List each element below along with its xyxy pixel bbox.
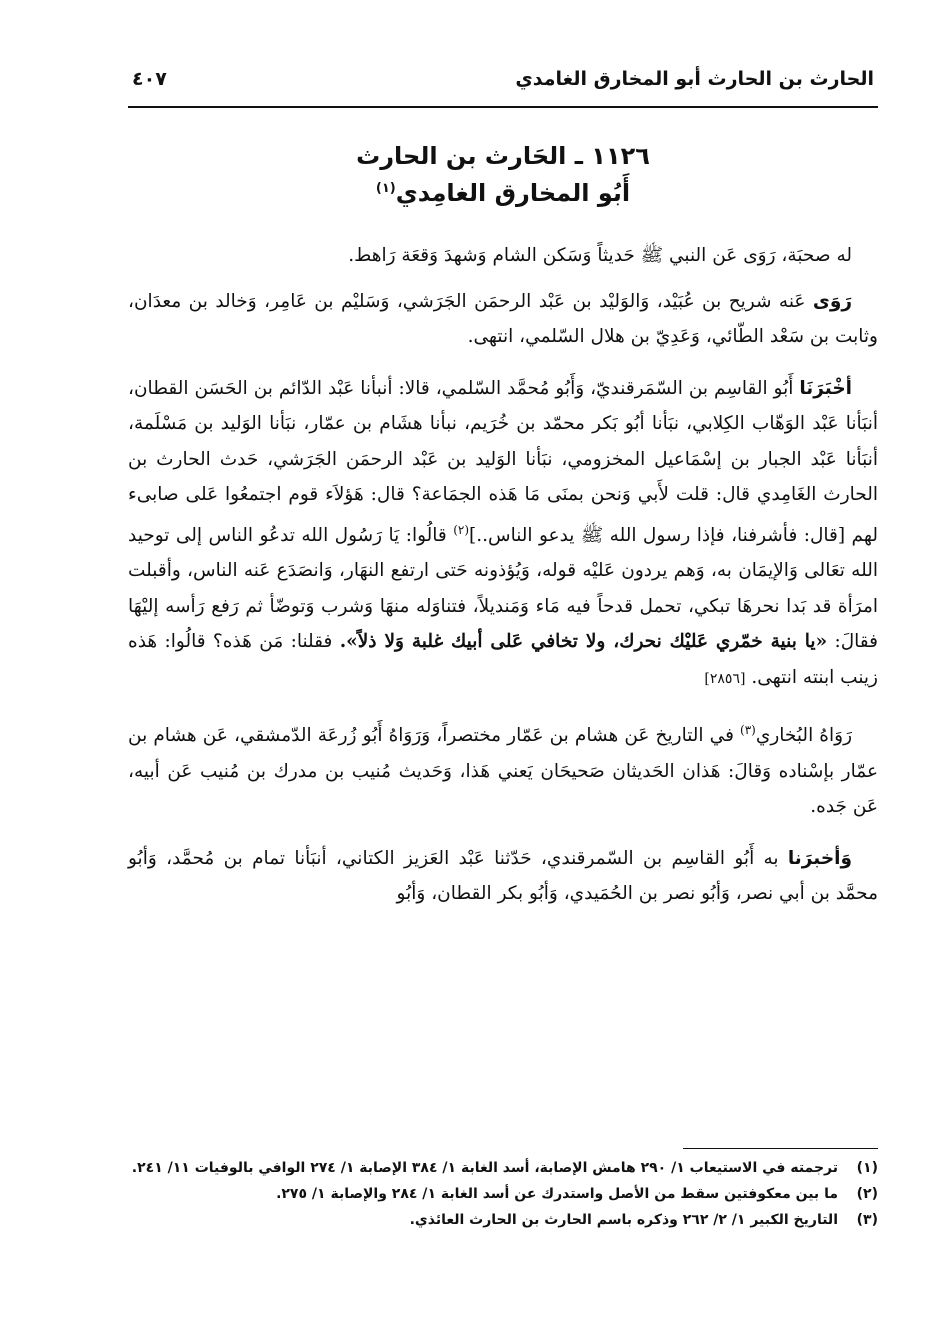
entry-heading xyxy=(128,138,878,212)
footnotes xyxy=(128,1156,878,1234)
footnote-divider xyxy=(683,1148,878,1149)
paragraph-hadith xyxy=(128,371,878,698)
paragraph-bukhari xyxy=(128,713,878,825)
footnote-number: (٣) xyxy=(856,1212,878,1228)
footnote-number: (١) xyxy=(856,1160,878,1176)
hadith-text-b: قالُوا: يَا رَسُول الله تدعُو الناس إلى توحيد الله تعَالى وَالإيمَان به، وَهم يردون عَليْه قوله، وَيُؤذونه حَتى ارتفع النهَار، وَانصَدَع عَنه الناس، وأقبلت امرَأة قد بَدا نحرهَا تبكي، تحمل قدحاً فيه مَاء وَمَنديلاً، فتناوَله منهَا وَشرب وَتوضّأ ثم رَفع رَأسه إليْهَا فقالَ: xyxy=(128,524,879,653)
bukhari-text-b: في التاريخ عَن هشام بن عَمّار مختصراً، وَرَوَاهُ أَبُو زُرعَة الدّمشقي، عَن هشام بن عمّار بإسْناده وَقالَ: هَذان الحَديثان صَحيحَان يَعني هَذا، وَحَديث مُنيب بن مدرك بن مُنيب عَن أبيه، عَن جَده. xyxy=(128,725,878,818)
hadith-text-c: فقلنا: مَن هَذه؟ قالُوا: هَذه زينب ابنته انتهى. xyxy=(128,631,878,688)
hadith-text-a: أَبُو القاسِم بن السّمَرقنديّ، وَأَبُو مُحمَّد السّلمي، قالا: أنبأنا عَبْد الدّائم بن الحَسَن القطان، أنبَأنا عَبْد الوَهّاب الكِلابي، نبَأنا أبُو بَكر محمّد بن خُرَيم، نبأنا هشَام بن عمّار، نبَأنا الوَليد بن مَسْلَمة، أنبَأنا عَبْد الجبار بن إسْمَاعيل المخزومي، نبَأنا الوَليد بن عَبْد الرحمَن الجَرَشي، حَدث الحارث بن الحارث الغَامِدي قال: قلت لأَبي وَنحن بمنَى مَا هَذه الجمَاعة؟ قال: هَؤلاَء قوم اجتمعُوا عَلى صابىء لهم [قال: فأشرفنا، فإذا رسول الله ﷺ يدعو الناس..] xyxy=(128,377,878,546)
hadith-quote: «يا بنية خمّري عَليْك نحرك، ولا تخافي عَلى أبيك غلبة وَلا ذلاً». xyxy=(339,631,828,653)
main-text xyxy=(128,238,878,922)
footnote-text: ما بين معكوفتين سقط من الأصل واستدرك عن أسد الغابة ١/ ٢٨٤ والإصابة ١/ ٢٧٥. xyxy=(276,1186,838,1202)
footnote-item xyxy=(128,1208,878,1232)
page-header xyxy=(128,62,878,108)
entry-number-title: ١١٢٦ ـ الحَارث بن الحارث xyxy=(356,142,650,170)
entry-subtitle-line xyxy=(128,175,878,212)
footnote-marker-2: (٢) xyxy=(453,522,470,537)
narrators-lead: رَوَى xyxy=(812,290,852,312)
second-chain-text: به أَبُو القاسِم بن السّمرقندي، حَدّثنا عَبْد العَزيز الكتاني، أنبَأنا تمام بن مُحمَّد، وَأبُو محمَّد بن أبي نصر، وَأبُو نصر بن الحُمَيدي، وَأبُو بكر القطان، وَأبُو xyxy=(128,847,878,905)
bukhari-text-a: رَوَاهُ البُخاري xyxy=(755,725,853,747)
second-chain-lead: وَأخبرَنا xyxy=(787,847,852,869)
entry-subtitle: أَبُو المخارق الغامِدي xyxy=(395,179,631,208)
footnote-marker-1: (١) xyxy=(375,181,396,197)
footnote-marker-3: (٣) xyxy=(740,723,756,738)
footnote-item xyxy=(128,1182,878,1206)
footnote-item xyxy=(128,1156,878,1180)
paragraph-companionship: له صحبَة، رَوَى عَن النبي ﷺ حَديثاً وَسَكن الشام وَشهدَ وَقعَة رَاهط. xyxy=(348,245,852,266)
narrators-text: عَنه شريح بن عُبَيْد، وَالوَليْد بن عَبْد الرحمَن الجَرَشي، وَسَليْم بن عَامِر، وَخالد بن معدَان، وثابت بن سَعْد الطّائي، وَعَدِيّ بن هلال السّلمي، انتهى. xyxy=(128,290,878,347)
footnote-number: (٢) xyxy=(856,1186,878,1202)
footnote-text: التاريخ الكبير ١/ ٢/ ٢٦٢ وذكره باسم الحارث بن الحارث العائذي. xyxy=(409,1212,838,1228)
page-number: ٤٠٧ xyxy=(132,68,167,90)
paragraph-second-chain xyxy=(128,841,878,912)
running-title: الحارث بن الحارث أبو المخارق الغامدي xyxy=(515,68,874,90)
paragraph-narrators xyxy=(128,284,878,355)
footnote-text: ترجمته في الاستيعاب ١/ ٢٩٠ هامش الإصابة، أسد الغابة ١/ ٣٨٤ الإصابة ١/ ٢٧٤ الوافي بالوفيات ١١/ ٢٤١. xyxy=(131,1160,838,1176)
hadith-reference-number: [٢٨٥٦] xyxy=(704,670,746,687)
hadith-lead: أخْبَرَنَا xyxy=(799,377,852,399)
